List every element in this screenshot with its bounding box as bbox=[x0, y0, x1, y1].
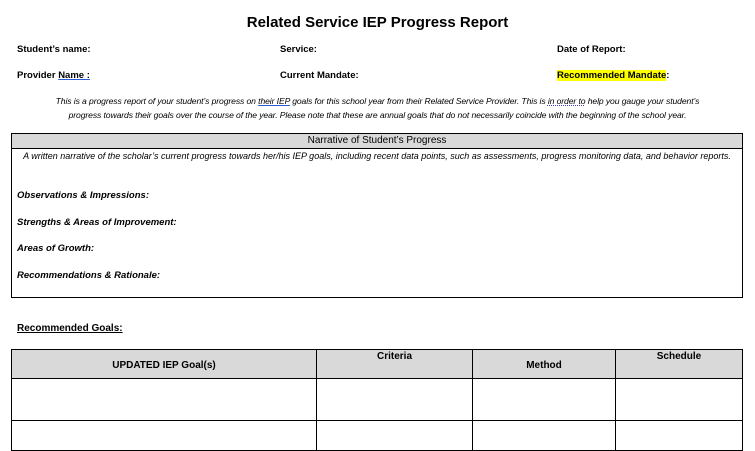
intro-line-2: progress towards their goals over the course of the year. Please note that these are annual goals that do not necessarily coincide with the beginning of the school year. bbox=[68, 110, 687, 120]
student-name-label: Student’s name: bbox=[17, 44, 91, 55]
intro-line-1: This is a progress report of your student’s progress on their IEP goals for this school year from their Related Service Provider. This is in order to help you gauge your student’s bbox=[55, 96, 700, 106]
recommended-goals-heading: Recommended Goals: bbox=[17, 323, 123, 334]
goal-cell[interactable] bbox=[12, 421, 317, 451]
service-label: Service: bbox=[280, 44, 317, 55]
schedule-cell[interactable] bbox=[616, 379, 743, 421]
criteria-cell[interactable] bbox=[317, 379, 473, 421]
schedule-cell[interactable] bbox=[616, 421, 743, 451]
col-criteria: Criteria bbox=[317, 350, 473, 379]
goal-cell[interactable] bbox=[12, 379, 317, 421]
date-label: Date of Report: bbox=[557, 44, 626, 55]
provider-name-label: Provider Name : bbox=[17, 70, 90, 81]
narrative-header: Narrative of Student’s Progress bbox=[12, 134, 742, 149]
method-cell[interactable] bbox=[473, 421, 616, 451]
page-title: Related Service IEP Progress Report bbox=[246, 14, 509, 31]
col-method: Method bbox=[473, 350, 616, 379]
table-row bbox=[12, 379, 743, 421]
growth-label: Areas of Growth: bbox=[17, 243, 95, 254]
col-goal: UPDATED IEP Goal(s) bbox=[12, 350, 317, 379]
current-mandate-label: Current Mandate: bbox=[280, 70, 359, 81]
observations-label: Observations & Impressions: bbox=[17, 190, 149, 201]
narrative-description: A written narrative of the scholar’s current progress towards her/his IEP goals, including recent data points, such as assessments, progress monitoring data, and behavior reports. bbox=[23, 151, 731, 161]
table-row bbox=[12, 421, 743, 451]
col-schedule: Schedule bbox=[616, 350, 743, 379]
method-cell[interactable] bbox=[473, 379, 616, 421]
recommendations-label: Recommendations & Rationale: bbox=[17, 270, 161, 281]
strengths-label: Strengths & Areas of Improvement: bbox=[17, 217, 177, 228]
goals-table bbox=[11, 349, 743, 451]
recommended-mandate-label: Recommended Mandate: bbox=[557, 70, 670, 81]
criteria-cell[interactable] bbox=[317, 421, 473, 451]
